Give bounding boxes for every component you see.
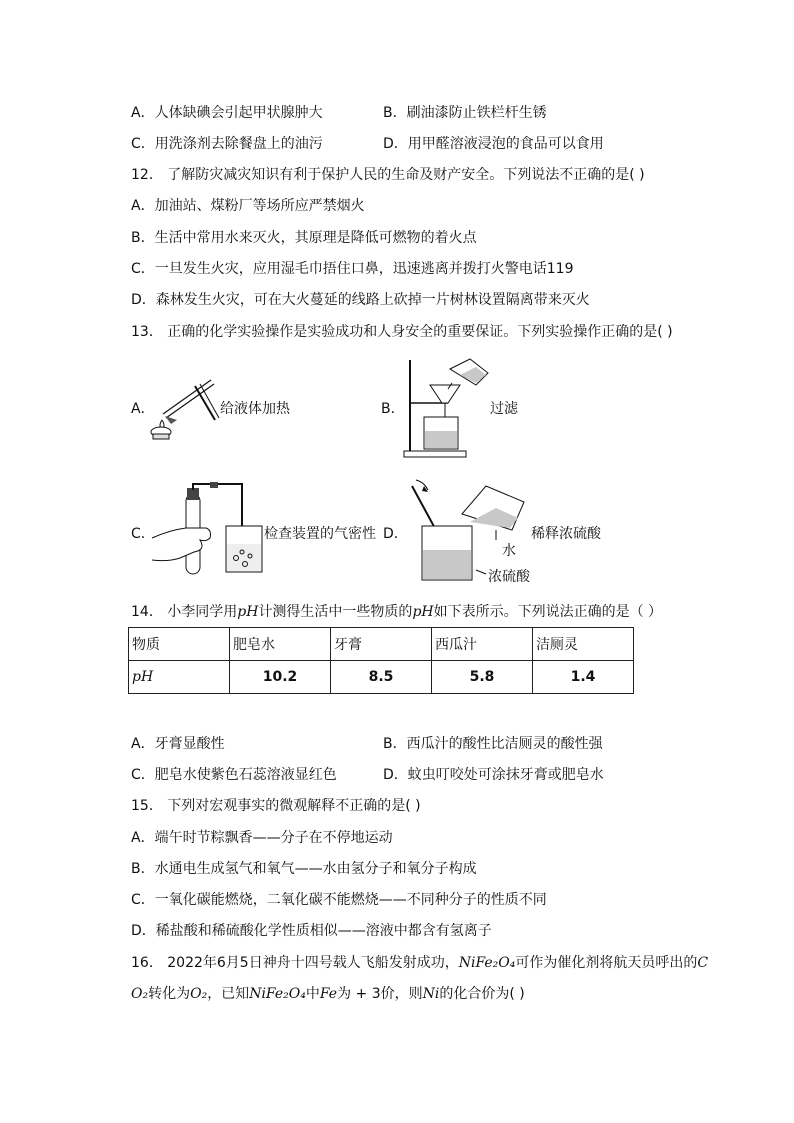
heating-liquid-figure [145,372,223,442]
q14-option-b: B．西瓜汁的酸性比洁厕灵的酸性强 [383,736,603,752]
table-cell: 10.2 [230,661,331,694]
table-header-cell: 肥皂水 [230,628,331,661]
q13-stem: 13． 正确的化学实验操作是实验成功和人身安全的重要保证。下列实验操作正确的是( ) [131,324,673,340]
q16-line2-formula: NiFe₂O₄ [249,986,306,1002]
q16-line1-end: C [697,955,709,971]
q16-line2-fe: Fe [319,986,338,1002]
q14-option-a: A．牙膏显酸性 [131,736,225,752]
q16-line2-e: 的化合价为( ) [439,986,525,1002]
q13-option-a-text: 给液体加热 [220,401,290,417]
q16-line2-d: 为 + 3价，则 [337,986,423,1002]
q14-stem-post: 如下表所示。下列说法正确的是（ ） [433,604,663,620]
table-cell: 8.5 [331,661,432,694]
table-header-cell: 西瓜汁 [432,628,533,661]
q11-option-a: A．人体缺碘会引起甲状腺肿大 [131,105,323,121]
q14-stem-mid: 计测得生活中一些物质的 [258,604,413,620]
q14-stem-ph1: pH [237,604,259,620]
filtration-figure [400,355,495,463]
q13-option-c-letter: C． [131,526,155,542]
table-row [129,661,634,694]
q16-line2-c: 中 [305,986,320,1002]
label-concentrated-acid: 浓硫酸 [488,569,530,585]
table-cell: 1.4 [533,661,634,694]
q12-option-d: D．森林发生火灾，可在大火蔓延的线路上砍掉一片树林设置隔离带来灭火 [131,292,590,308]
q14-option-d: D．蚊虫叮咬处可涂抹牙膏或肥皂水 [383,767,604,783]
table-header-row [129,628,634,661]
q16-line2-o2: O₂ [190,986,208,1002]
q15-stem: 15． 下列对宏观事实的微观解释不正确的是( ) [131,798,421,814]
q11-option-b: B．刷油漆防止铁栏杆生锈 [383,105,547,121]
q14-stem [131,602,662,622]
q12-option-c: C．一旦发生火灾，应用湿毛巾捂住口鼻，迅速逃离并拨打火警电话119 [131,261,574,277]
q13-option-c-text: 检查装置的气密性 [264,526,376,542]
ph-table [128,627,634,694]
airtightness-check-figure [150,482,268,582]
q15-option-c: C．一氧化碳能燃烧，二氧化碳不能燃烧——不同种分子的性质不同 [131,892,547,908]
q14-option-c: C．肥皂水使紫色石蕊溶液显红色 [131,767,337,783]
label-water: 水 [502,543,516,559]
q16-line1-pre: 16． 2022年6月5日神舟十四号载人飞船发射成功， [131,955,459,971]
q13-option-d-letter: D． [383,526,408,542]
q16-line2-ni: Ni [422,986,440,1002]
q15-option-a: A．端午时节粽飘香——分子在不停地运动 [131,830,393,846]
q16-line2-a: 转化为 [148,986,191,1002]
q14-stem-pre: 14． 小李同学用 [131,604,238,620]
q15-option-d: D．稀盐酸和稀硫酸化学性质相似——溶液中都含有氢离子 [131,923,492,939]
q12-option-a: A．加油站、煤粉厂等场所应严禁烟火 [131,198,365,214]
q14-stem-ph2: pH [412,604,434,620]
q12-option-b: B．生活中常用水来灭火，其原理是降低可燃物的着火点 [131,230,477,246]
q16-line1-post: 可作为催化剂将航天员呼出的 [515,955,698,971]
q12-stem: 12． 了解防灾减灾知识有利于保护人民的生命及财产安全。下列说法不正确的是( ) [131,167,645,183]
q16-line2-start: O₂ [131,986,149,1002]
table-row-label: pH [129,661,230,694]
table-header-cell: 物质 [129,628,230,661]
q11-option-c: C．用洗涤剂去除餐盘上的油污 [131,136,323,152]
q16-line-2 [131,984,525,1004]
table-header-cell: 牙膏 [331,628,432,661]
q11-option-d: D．用甲醛溶液浸泡的食品可以食用 [383,136,604,152]
table-header-cell: 洁厕灵 [533,628,634,661]
q13-option-a-letter: A． [131,401,155,417]
q15-option-b: B．水通电生成氢气和氧气——水由氢分子和氧分子构成 [131,861,477,877]
q16-line2-b: ，已知 [207,986,250,1002]
q13-option-d-text: 稀释浓硫酸 [531,526,601,542]
q16-line1-formula: NiFe₂O₄ [458,955,516,971]
q13-option-b-letter: B． [381,401,405,417]
table-cell: 5.8 [432,661,533,694]
q13-option-b-text: 过滤 [490,401,518,417]
q16-line-1 [131,953,708,973]
